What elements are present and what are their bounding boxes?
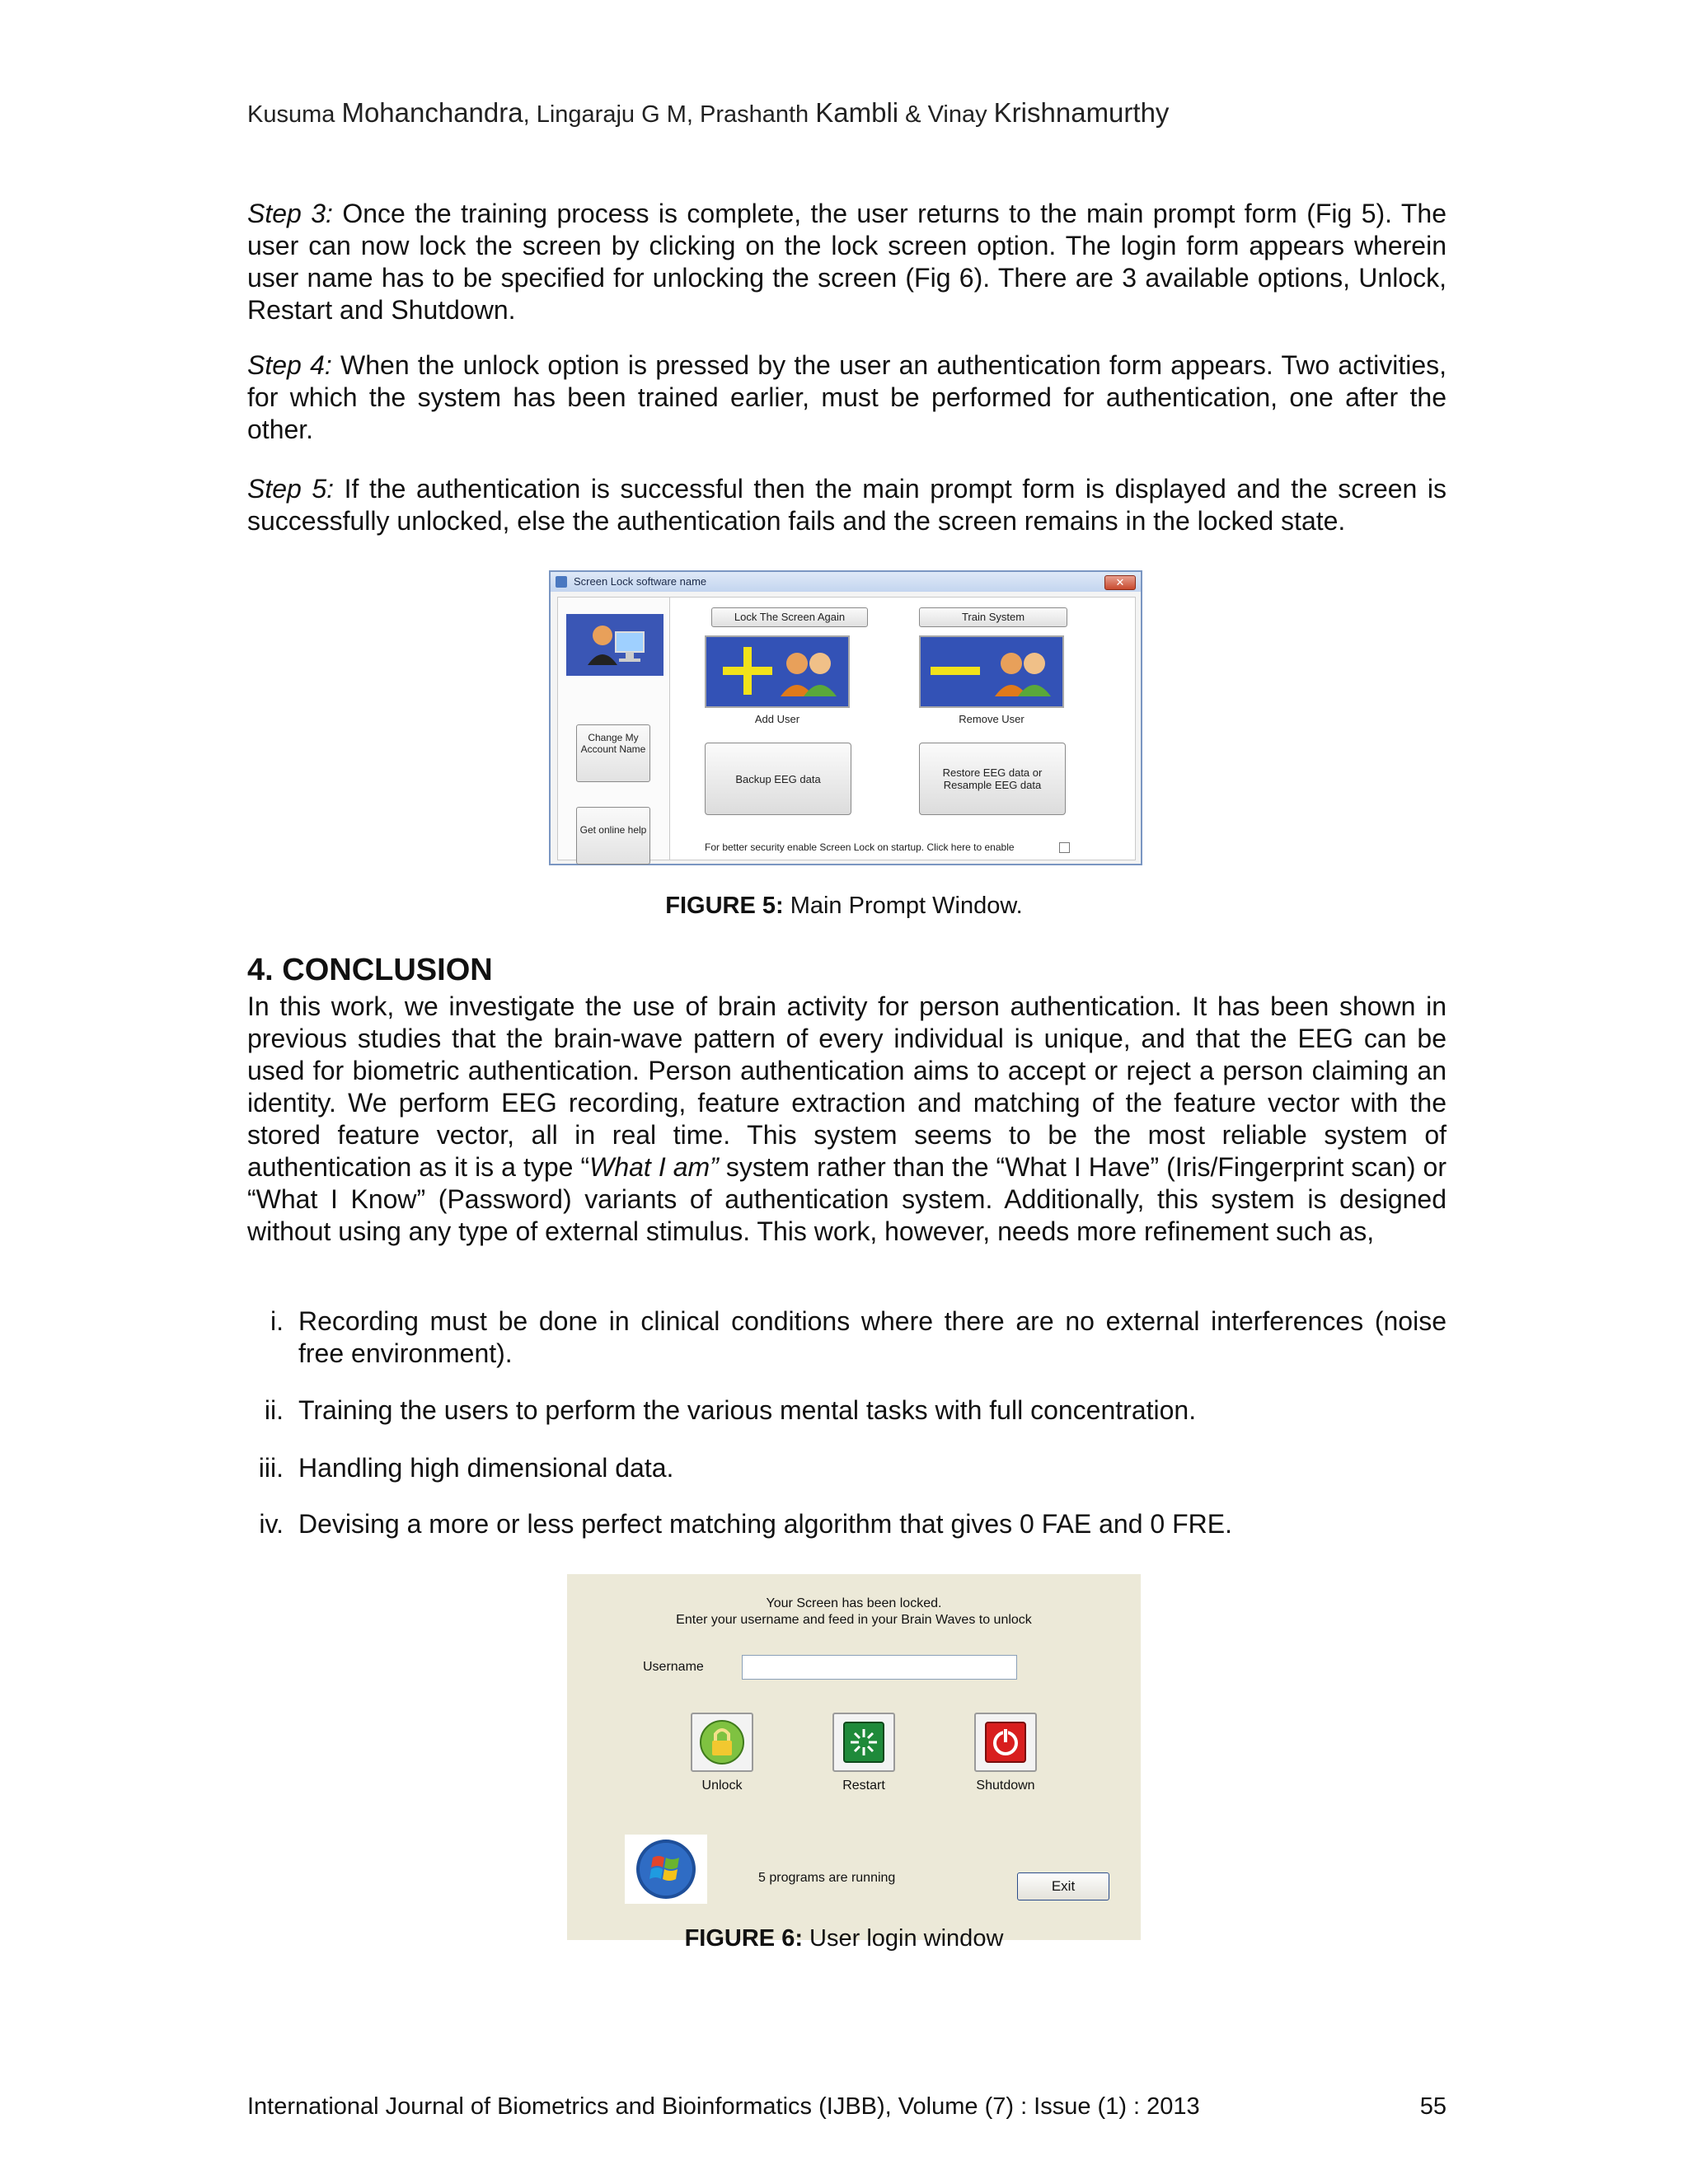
unlock-button[interactable] bbox=[691, 1713, 753, 1772]
minus-icon bbox=[921, 637, 1062, 706]
power-icon bbox=[976, 1714, 1035, 1770]
section-title: 4. CONCLUSION bbox=[247, 953, 493, 987]
step-5-paragraph: Step 5: If the authentication is successful then the main prompt form is displayed and the screen is successfully unlocked, else the authentication fails and the screen remains in the locked state. bbox=[247, 474, 1447, 536]
list-item: iv. Devising a more or less perfect matching algorithm that gives 0 FAE and 0 FRE. bbox=[259, 1509, 1232, 1539]
figure-6-caption: FIGURE 6: User login window bbox=[684, 1925, 1004, 1952]
user-login-window bbox=[567, 1574, 1141, 1940]
window-body bbox=[557, 597, 1136, 860]
startup-hint: For better security enable Screen Lock on startup. Click here to enable bbox=[705, 841, 1015, 853]
figure-5-caption: FIGURE 5: Main Prompt Window. bbox=[665, 893, 1023, 919]
remove-user-label: Remove User bbox=[959, 713, 1025, 725]
shutdown-button[interactable] bbox=[974, 1713, 1037, 1772]
plus-icon bbox=[706, 637, 848, 706]
exit-button[interactable]: Exit bbox=[1017, 1872, 1109, 1900]
restart-label: Restart bbox=[842, 1779, 885, 1793]
window-title-bar bbox=[551, 572, 1141, 592]
unlock-instructions: Enter your username and feed in your Brain Waves to unlock bbox=[676, 1613, 1032, 1627]
step-4-paragraph: Step 4: When the unlock option is pressed by the user an authentication form appears. Two activities, for which the system has been trained earlier, must be performed for authentication, one after the other. bbox=[247, 350, 1447, 444]
list-item: ii. Training the users to perform the various mental tasks with full concentration. bbox=[264, 1395, 1197, 1425]
lock-screen-again-button[interactable]: Lock The Screen Again bbox=[711, 607, 868, 627]
enable-on-startup-checkbox[interactable] bbox=[1059, 842, 1070, 853]
running-header: Kusuma Mohanchandra, Lingaraju G M, Prashanth Kambli & Vinay Krishnamurthy bbox=[247, 97, 1170, 128]
page-number: 55 bbox=[1419, 2093, 1447, 2120]
change-account-name-button[interactable]: Change My Account Name bbox=[576, 724, 650, 782]
unlock-label: Unlock bbox=[701, 1779, 743, 1793]
close-icon[interactable]: ✕ bbox=[1104, 575, 1136, 590]
journal-footer: International Journal of Biometrics and Bioinformatics (IJBB), Volume (7) : Issue (1) : 2013 bbox=[247, 2093, 1200, 2120]
get-online-help-button[interactable]: Get online help bbox=[576, 807, 650, 865]
restore-eeg-button[interactable]: Restore EEG data or Resample EEG data bbox=[919, 743, 1066, 815]
window-icon bbox=[556, 576, 567, 588]
main-prompt-window bbox=[549, 570, 1142, 865]
left-panel bbox=[558, 598, 670, 860]
restart-button[interactable] bbox=[832, 1713, 895, 1772]
conclusion-paragraph: In this work, we investigate the use of brain activity for person authentication. It has been shown in previous studies that the brain-wave pattern of every individual is unique, and that the EEG can be used for biometric authentication. Person authentication aims to accept or reject a person claiming an identity. We perform EEG recording, feature extraction and matching of the feature vector with the stored feature vector, all in real time. This system seems to be the most reliable system of authentication as it is a type “What I am” system rather than the “What I Have” (Iris/Fingerprint scan) or “What I Know” (Password) variants of authentication system. Additionally, this system is designed without using any type of external stimulus. This work, however, needs more refinement such as, bbox=[247, 991, 1447, 1246]
username-label: Username bbox=[643, 1660, 704, 1674]
list-item: i. Recording must be done in clinical conditions where there are no external interferences (noise free environment). bbox=[270, 1306, 1447, 1368]
users-icon bbox=[566, 614, 663, 676]
train-system-button[interactable]: Train System bbox=[919, 607, 1067, 627]
add-user-label: Add User bbox=[754, 713, 800, 725]
backup-eeg-button[interactable]: Backup EEG data bbox=[705, 743, 851, 815]
restart-icon bbox=[834, 1714, 893, 1770]
padlock-icon bbox=[692, 1714, 752, 1770]
window-title: Screen Lock software name bbox=[574, 575, 707, 588]
locked-message: Your Screen has been locked. bbox=[766, 1596, 942, 1610]
programs-running-text: 5 programs are running bbox=[758, 1871, 896, 1885]
shutdown-label: Shutdown bbox=[976, 1779, 1035, 1793]
step-3-paragraph: Step 3: Once the training process is complete, the user returns to the main prompt form (Fig 5). The user can now lock the screen by clicking on the lock screen option. The login form appears wherein user name has to be specified for unlocking the screen (Fig 6). There are 3 available options, Unlock, Restart and Shutdown. bbox=[247, 199, 1447, 325]
list-item: iii. Handling high dimensional data. bbox=[258, 1453, 674, 1483]
add-user-button[interactable] bbox=[705, 635, 850, 708]
remove-user-button[interactable] bbox=[919, 635, 1064, 708]
username-input[interactable] bbox=[742, 1655, 1017, 1680]
windows-logo-icon bbox=[625, 1835, 707, 1904]
